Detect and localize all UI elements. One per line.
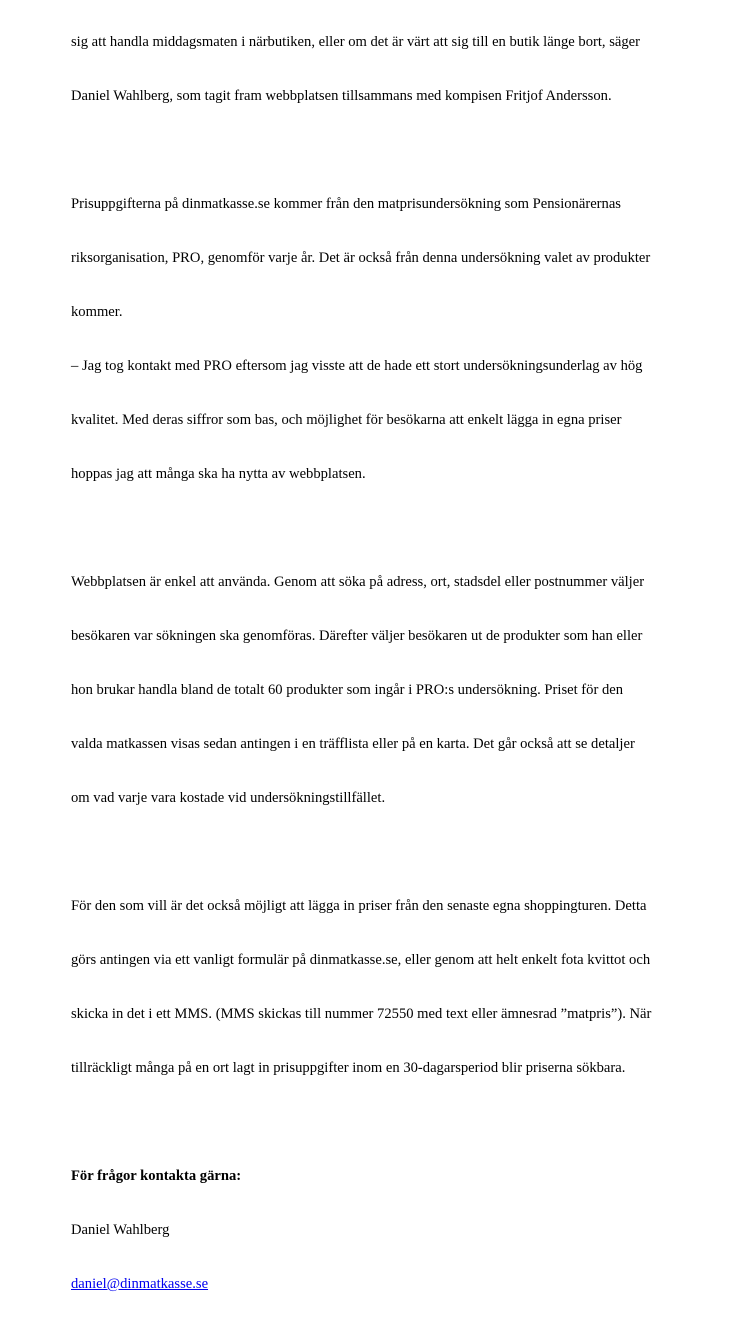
paragraph-usage — [71, 537, 711, 843]
text-line: – Jag tog kontakt med PRO eftersom jag visste att de hade ett stort undersökningsunderlag av hög — [71, 358, 643, 374]
text-line: tillräckligt många på en ort lagt in prisuppgifter inom en 30-dagarsperiod blir priserna sökbara. — [71, 1060, 626, 1076]
text-line: hon brukar handla bland de totalt 60 produkter som ingår i PRO:s undersökning. Priset för den — [71, 682, 624, 698]
text-line: om vad varje vara kostade vid undersökningstillfället. — [71, 790, 386, 806]
text-line: sig att handla middagsmaten i närbutiken, eller om det är värt att sig till en butik länge bort, säger — [71, 34, 640, 50]
text-line: Webbplatsen är enkel att använda. Genom att söka på adress, ort, stadsdel eller postnummer väljer — [71, 574, 645, 590]
paragraph-price-source — [71, 159, 711, 519]
text-line: För den som vill är det också möjligt att lägga in priser från den senaste egna shoppingturen. Detta — [71, 898, 647, 914]
contact-heading: För frågor kontakta gärna: — [71, 1168, 242, 1184]
text-line: Daniel Wahlberg, som tagit fram webbplatsen tillsammans med kompisen Fritjof Andersson. — [71, 88, 612, 104]
text-line: valda matkassen visas sedan antingen i en träfflista eller på en karta. Det går också att se detaljer — [71, 736, 635, 752]
paragraph-intro-end — [71, 0, 711, 141]
text-line: Prisuppgifterna på dinmatkasse.se kommer från den matprisundersökning som Pensionärernas — [71, 196, 621, 212]
text-line: besökaren var sökningen ska genomföras. Därefter väljer besökaren ut de produkter som han eller — [71, 628, 643, 644]
text-line: kvalitet. Med deras siffror som bas, och möjlighet för besökarna att enkelt lägga in egna priser — [71, 412, 622, 428]
text-line: kommer. — [71, 304, 123, 320]
text-line: riksorganisation, PRO, genomför varje år. Det är också från denna undersökning valet av produkter — [71, 250, 651, 266]
text-line: görs antingen via ett vanligt formulär på dinmatkasse.se, eller genom att helt enkelt fota kvittot och — [71, 952, 651, 968]
text-line: hoppas jag att många ska ha nytta av webbplatsen. — [71, 466, 366, 482]
document-page — [71, 0, 711, 1329]
contact-email-link[interactable]: daniel@dinmatkasse.se — [71, 1276, 209, 1292]
contact-name: Daniel Wahlberg — [71, 1222, 170, 1238]
contact-block — [71, 1131, 711, 1329]
paragraph-submit-prices — [71, 861, 711, 1113]
text-line: skicka in det i ett MMS. (MMS skickas till nummer 72550 med text eller ämnesrad ”matpris”). När — [71, 1006, 652, 1022]
